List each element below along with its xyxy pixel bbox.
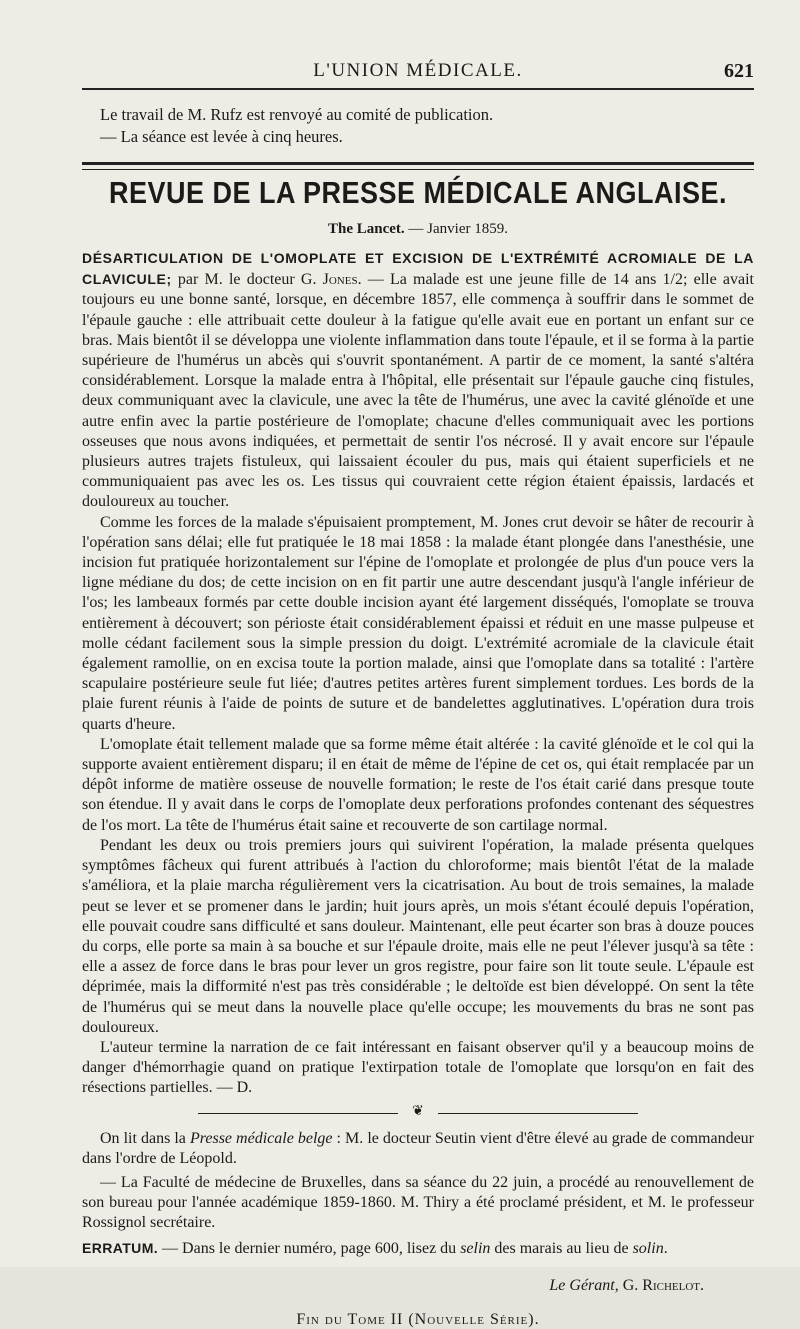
source-date: — Janvier 1859.	[408, 221, 508, 237]
article-paragraph-1	[82, 248, 754, 513]
article-paragraph-4: Pendant les deux ou trois premiers jours qui suivirent l'opération, la malade présenta quelques symptômes fâcheux qui furent attribués à l'action du chloroforme; mais bientôt l'état de la malade s'améliora, et la plaie marcha régulièrement vers la cicatrisation. Au bout de trois semaines, la malade peut se lever et se promener dans le jardin; huit jours après, un mois s'étant écoulé depuis l'opération, elle pouvait coudre sans difficulté et sans douleur. Maintenant, elle peut écarter son bras à douze pouces du corps, elle porte sa main à sa bouche et sur l'épaule droite, mais elle ne peut l'élever jusqu'à sa tête : elle a assez de force dans le bras pour lever un gros registre, pour faire son lit toute seule. L'épaule est déprimée, mais la difformité n'est pas très considérable ; le deltoïde est bien développé. On sent la tête de l'humérus qui se meut dans la nouvelle place qu'elle occupe; les mouvements du bras ne sont pas douloureux.	[82, 836, 754, 1036]
source-line	[82, 221, 754, 238]
erratum-end: .	[663, 1239, 668, 1257]
news-item-1-text: : M. le docteur Seutin vient d'être élevé au grade de commandeur dans l'ordre de Léopold.	[82, 1129, 755, 1167]
erratum-word-1: selin	[460, 1239, 491, 1257]
news-item-2: — La Faculté de médecine de Bruxelles, dans sa séance du 22 juin, a procédé au renouvellement de son bureau pour l'année académique 1859-1860. M. Thiry a été proclamé président, et M. le professeur Rossignol secrétaire.	[82, 1173, 754, 1232]
section-title: REVUE DE LA PRESSE MÉDICALE ANGLAISE.	[108, 176, 728, 210]
source-journal: The Lancet.	[328, 221, 405, 237]
article-title: DÉSARTICULATION DE L'OMOPLATE ET EXCISION DE L'EXTRÉMITÉ ACROMIALE DE LA CLAVICULE;	[82, 250, 754, 288]
erratum	[82, 1238, 754, 1259]
signature	[82, 1277, 754, 1295]
ornament-line-right	[438, 1113, 638, 1114]
article-paragraph-5: L'auteur termine la narration de ce fait intéressant en faisant observer qu'il y a beaucoup moins de danger d'hémorrhagie quand on pratique l'extirpation totale de l'omoplate que lorsqu'on en fait des résections partielles. — D.	[82, 1038, 754, 1097]
erratum-text-2: des marais au lieu de	[490, 1239, 633, 1257]
article-p1-text: . — La malade est une jeune fille de 14 ans 1/2; elle avait toujours eu une bonne santé, lorsque, en décembre 1857, elle commença à souffrir dans le sommet de l'épaule gauche : elle attribuait cette douleur à la fatigue qu'elle avait eue en portant un enfant sur ce bras. Mais bientôt il se développa une violente inflammation dans toute l'épaule, et il se forma à la partie supérieure de l'humérus un abcès qui s'ouvrit spontanément. A partir de ce moment, la santé s'altéra considérablement. Lorsque la malade entra à l'hôpital, elle présentait sur l'épaule gauche cinq fistules, deux communiquant avec la clavicule, une avec la tête de l'humérus, une avec la cavité glénoïde et une autre enfin avec la partie postérieure de l'omoplate; chacune d'elles communiquait avec les portions osseuses que nous avons indiquées, et permettait de sentir l'os nécrosé. Il y avait encore sur l'épaule plusieurs autres trajets fistuleux, qui laissaient écouler du pus, mais qui étaient superficiels et ne communiquaient pas avec les os. Les tissus qui couvraient cette région étaient épaissis, lardacés et douloureux au toucher.	[82, 271, 754, 511]
article-author-prefix: par M. le docteur G.	[171, 271, 323, 289]
signature-role: Le Gérant,	[549, 1276, 619, 1294]
erratum-label: ERRATUM.	[82, 1239, 159, 1256]
ornament-knot-icon: ❦	[412, 1103, 424, 1119]
intro-line-2: — La séance est levée à cinq heures.	[100, 127, 343, 146]
signature-name: G. Richelot.	[618, 1276, 704, 1294]
erratum-word-2: solin	[632, 1239, 664, 1257]
running-title: L'UNION MÉDICALE.	[313, 60, 523, 81]
news-item-1-prefix: On lit dans la	[100, 1129, 190, 1147]
article-author-name: Jones	[322, 271, 358, 289]
running-head	[82, 52, 754, 90]
ornament-line-left	[198, 1113, 398, 1114]
article-paragraph-2: Comme les forces de la malade s'épuisaient promptement, M. Jones crut devoir se hâter de recourir à l'opération sans délai; elle fut pratiquée le 18 mai 1858 : la malade étant plongée dans l'anesthésie, une incision fut pratiquée horizontalement sur l'épine de l'omoplate et prolongée de plus d'un pouce vers la ligne médiane du dos; de cette incision on en fit partir une autre descendant jusqu'à l'angle inférieur de l'os; les lambeaux formés par cette double incision ayant été largement disséqués, l'omoplate se trouva entièrement à découvert; son périoste était considérablement épaissi et réduit en une masse pulpeuse et molle cédant facilement sous la simple pression du doigt. L'extrémité acromiale de la clavicule était également ramollie, on en excisa toute la portion malade, ainsi que l'omoplate dans sa totalité : l'artère scapulaire postérieure seule fut liée; d'autres petites artères furent simplement tordues. Les bords de la plaie furent réunis à l'aide de points de suture et de bandelettes agglutinatives. L'opération dura trois quarts d'heure.	[82, 513, 754, 733]
section-divider	[82, 162, 754, 170]
news-item-1	[82, 1129, 754, 1169]
news-block	[82, 1129, 754, 1259]
ornament-divider	[198, 1103, 638, 1121]
news-item-1-journal: Presse médicale belge	[189, 1129, 333, 1147]
page-number: 621	[724, 60, 754, 82]
intro-line-1: Le travail de M. Rufz est renvoyé au comité de publication.	[100, 105, 494, 124]
page-column	[82, 52, 754, 1329]
article-body	[82, 248, 754, 1099]
article-paragraph-3: L'omoplate était tellement malade que sa forme même était altérée : la cavité glénoïde et le col qui la supporte avaient entièrement disparu; il en était de même de l'épine de cet os, qui était remplacée par un dépôt informe de matière osseuse de nouvelle formation; le reste de l'os était carié dans presque toute son étendue. Il y avait dans le corps de l'omoplate deux perforations profondes contenant des séquestres de l'os mort. La tête de l'humérus était saine et recouverte de son cartilage normal.	[82, 735, 754, 834]
end-of-volume	[82, 1311, 754, 1329]
erratum-text-1: — Dans le dernier numéro, page 600, lisez du	[158, 1239, 461, 1257]
intro-block	[82, 104, 754, 148]
end-of-volume-text: Fin du Tome II (Nouvelle Série).	[296, 1310, 540, 1328]
